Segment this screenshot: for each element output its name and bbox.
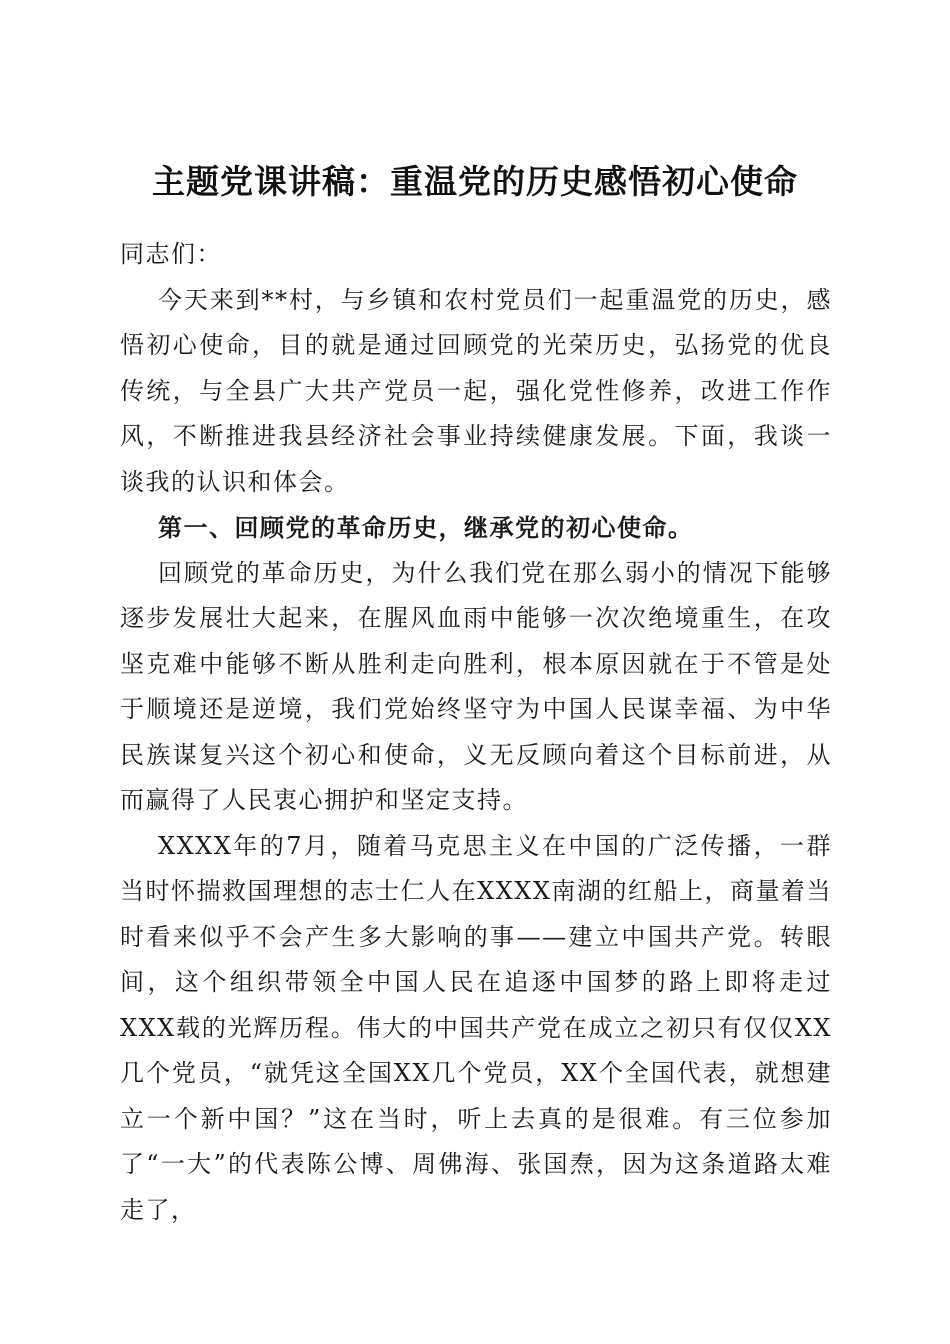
section-heading-1: 第一、回顾党的革命历史，继承党的初心使命。 bbox=[158, 513, 694, 542]
paragraph-history: 回顾党的革命历史，为什么我们党在那么弱小的情况下能够逐步发展壮大起来，在腥风血雨中能够一次次绝境重生，在攻坚克难中能够不断从胜利走向胜利，根本原因就在于不管是处于顺境还是逆境，我们党始终坚守为中国人民谋幸福、为中华民族谋复兴这个初心和使命，义无反顾向着这个目标前进，从而赢得了人民衷心拥护和坚定支持。 bbox=[120, 558, 832, 814]
document-title: 主题党课讲稿：重温党的历史感悟初心使命 bbox=[152, 162, 798, 202]
paragraph-founding: XXXX年的7月，随着马克思主义在中国的广泛传播，一群当时怀揣救国理想的志士仁人在XXXX南湖的红船上，商量着当时看来似乎不会产生多大影响的事——建立中国共产党。转眼间，这个组织带领全中国人民在追逐中国梦的路上即将走过XXX载的光辉历程。伟大的中国共产党在成立之初只有仅仅XX几个党员，“就凭这全国XX几个党员，XX个全国代表，就想建立一个新中国？”这在当时，听上去真的是很难。有三位参加了“一大”的代表陈公博、周佛海、张国焘，因为这条道路太难走了， bbox=[120, 831, 832, 1224]
document-body bbox=[120, 232, 832, 1233]
paragraph-intro: 今天来到**村，与乡镇和农村党员们一起重温党的历史，感悟初心使命，目的就是通过回顾党的光荣历史，弘扬党的优良传统，与全县广大共产党员一起，强化党性修养，改进工作作风，不断推进我县经济社会事业持续健康发展。下面，我谈一谈我的认识和体会。 bbox=[120, 285, 832, 496]
salutation: 同志们： bbox=[120, 240, 222, 268]
